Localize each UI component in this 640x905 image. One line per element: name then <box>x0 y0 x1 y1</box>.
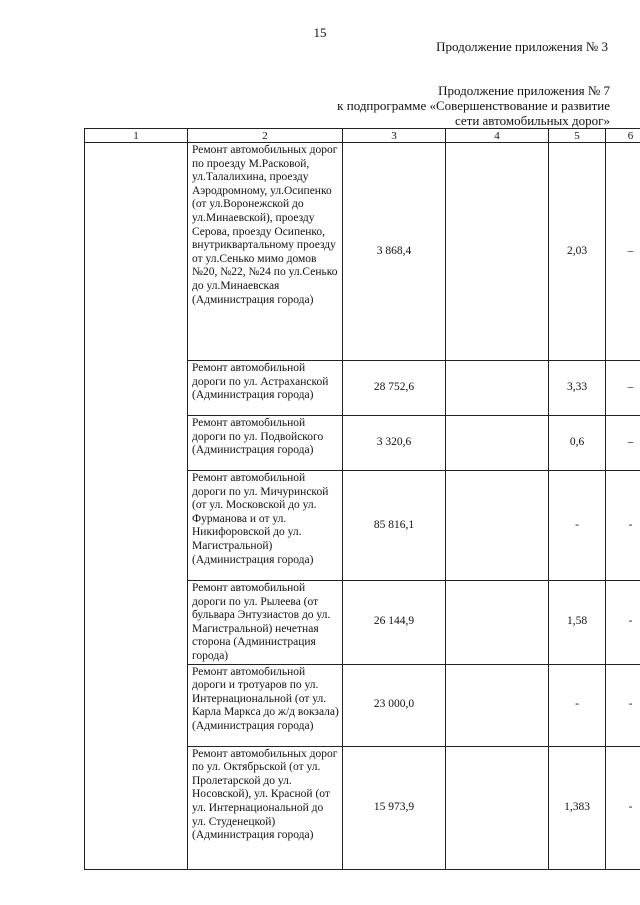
row-col6-value: – <box>606 361 640 416</box>
appendix-3-continuation: Продолжение приложения № 3 <box>436 39 608 54</box>
appendix-7-continuation: Продолжение приложения № 7 <box>438 83 610 98</box>
row-description: Ремонт автомобильных дорог по ул. Октябрьской (от ул. Пролетарской до ул. Носовской), ул. Красной (от ул. Интернациональной до ул. Студенецкой) (Администрация города) <box>188 746 343 869</box>
column-1-cell <box>85 143 188 870</box>
column-header-1: 1 <box>85 129 188 143</box>
row-col6-value: - <box>606 746 640 869</box>
subprogram-title-line1: к подпрограмме «Совершенствование и развитие <box>337 98 610 113</box>
row-description: Ремонт автомобильной дороги по ул. Подвойского (Администрация города) <box>188 416 343 471</box>
row-col3-value: 85 816,1 <box>343 471 446 581</box>
row-description: Ремонт автомобильной дороги по ул. Астраханской (Администрация города) <box>188 361 343 416</box>
row-col5-value: 0,6 <box>549 416 606 471</box>
subprogram-title-line2: сети автомобильных дорог» <box>454 113 610 128</box>
row-col4-value <box>446 143 549 361</box>
row-col6-value: - <box>606 471 640 581</box>
row-col4-value <box>446 746 549 869</box>
row-col3-value: 3 868,4 <box>343 143 446 361</box>
row-col3-value: 28 752,6 <box>343 361 446 416</box>
row-col3-value: 3 320,6 <box>343 416 446 471</box>
row-col3-value: 26 144,9 <box>343 581 446 665</box>
row-col3-value: 15 973,9 <box>343 746 446 869</box>
row-col6-value: - <box>606 664 640 746</box>
row-description: Ремонт автомобильной дороги и тротуаров по ул. Интернациональной (от ул. Карла Маркса до ж/д вокзала) (Администрация города) <box>188 664 343 746</box>
column-header-2: 2 <box>188 129 343 143</box>
road-repair-table <box>84 128 640 870</box>
row-col4-value <box>446 471 549 581</box>
row-col3-value: 23 000,0 <box>343 664 446 746</box>
column-header-4: 4 <box>446 129 549 143</box>
column-header-3: 3 <box>343 129 446 143</box>
row-col5-value: - <box>549 471 606 581</box>
row-col4-value <box>446 361 549 416</box>
row-col6-value: – <box>606 416 640 471</box>
row-col4-value <box>446 416 549 471</box>
row-col4-value <box>446 664 549 746</box>
row-col5-value: 1,383 <box>549 746 606 869</box>
column-header-5: 5 <box>549 129 606 143</box>
table-row <box>85 143 640 361</box>
row-description: Ремонт автомобильной дороги по ул. Мичуринской (от ул. Московской до ул. Фурманова и от ул. Никифоровской до ул. Магистральной) (Администрация города) <box>188 471 343 581</box>
row-col6-value: - <box>606 581 640 665</box>
row-col5-value: 3,33 <box>549 361 606 416</box>
column-header-6: 6 <box>606 129 640 143</box>
row-col6-value: – <box>606 143 640 361</box>
row-col5-value: 1,58 <box>549 581 606 665</box>
row-description: Ремонт автомобильной дороги по ул. Рылеева (от бульвара Энтузиастов до ул. Магистральной) нечетная сторона (Администрация города) <box>188 581 343 665</box>
row-col5-value: - <box>549 664 606 746</box>
row-col5-value: 2,03 <box>549 143 606 361</box>
row-description: Ремонт автомобильных дорог по проезду М.Расковой, ул.Талалихина, проезду Аэродромному, ул.Осипенко (от ул.Воронежской до ул.Минаевской), проезду Серова, проезду Осипенко, внутриквартальному проезду от ул.Сенько мимо домов №20, №22, №24 по ул.Сенько до ул.Минаевская (Администрация города) <box>188 143 343 361</box>
column-number-header-row <box>85 129 640 143</box>
row-col4-value <box>446 581 549 665</box>
page-number: 15 <box>313 25 327 40</box>
